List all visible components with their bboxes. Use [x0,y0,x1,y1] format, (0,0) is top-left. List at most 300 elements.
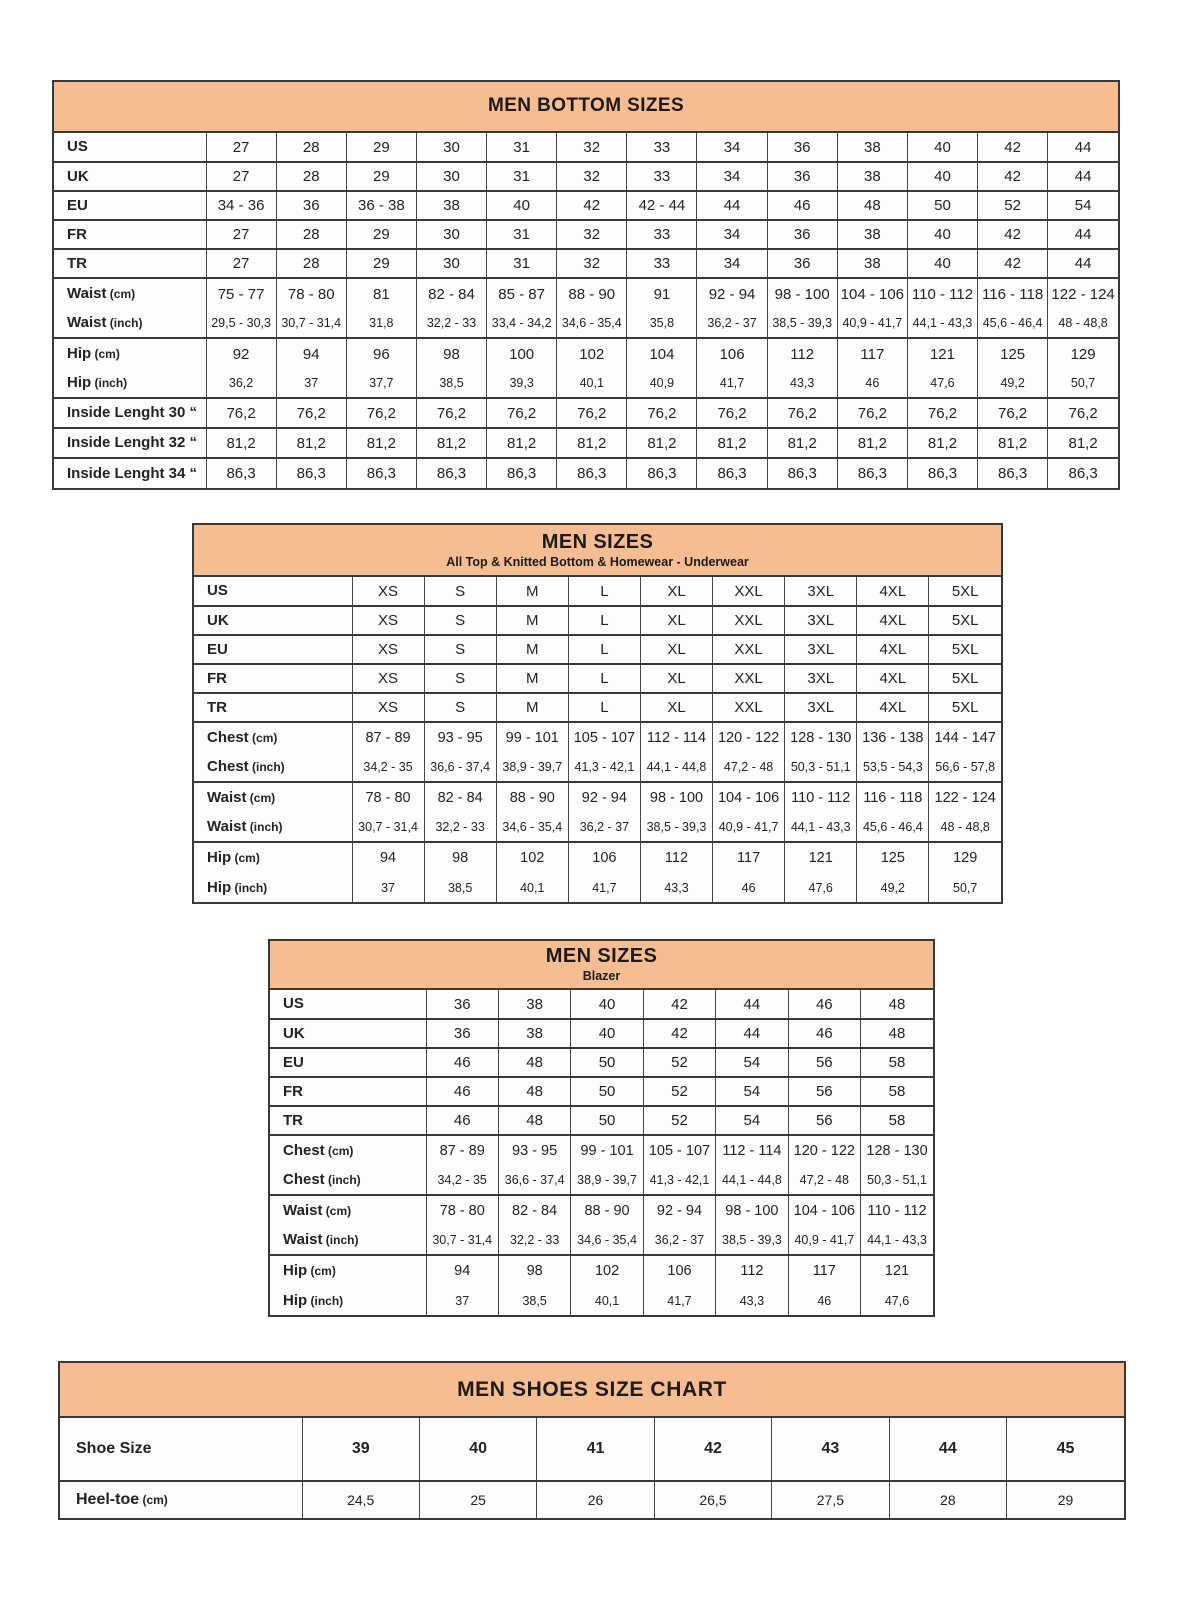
value-cell: 129 [1048,338,1118,369]
value-cell: 29 [346,249,416,278]
value-cell: 40 [487,191,557,220]
value-cell: 50 [907,191,977,220]
value-cell: 27 [206,249,276,278]
value-cell: XL [640,664,712,693]
value-cell: 56 [788,1077,860,1106]
value-cell: 36,2 [206,369,276,398]
value-cell: 38,5 - 39,3 [767,309,837,338]
row-label: Hip (inch) [67,374,128,391]
value-cell: 43,3 [716,1286,788,1315]
table-row [194,873,1001,902]
value-cell: 38 [837,220,907,249]
value-cell: 40,9 - 41,7 [788,1226,860,1255]
value-cell: 88 - 90 [496,782,568,813]
value-cell: XS [352,577,424,606]
value-cell: 43 [772,1418,889,1481]
value-cell: 47,6 [907,369,977,398]
row-label: Inside Lenght 34 “ [54,458,206,488]
row-label: US [283,995,304,1012]
value-cell: 92 - 94 [643,1195,715,1226]
value-cell: 87 - 89 [352,722,424,753]
value-cell: 86,3 [416,458,486,488]
size-grid [270,990,933,1315]
value-cell: 50 [571,1048,643,1077]
value-cell: 117 [713,842,785,873]
table-row [54,309,1118,338]
value-cell: 42 - 44 [627,191,697,220]
row-label: TR [270,1106,426,1135]
value-cell: 38 [498,1019,570,1048]
table-row [270,990,933,1019]
value-cell: 144 - 147 [929,722,1001,753]
value-cell: 41,7 [643,1286,715,1315]
value-cell: 76,2 [487,398,557,428]
value-cell: 56 [788,1048,860,1077]
value-cell: 112 [767,338,837,369]
value-cell: 104 - 106 [713,782,785,813]
value-cell: 5XL [929,606,1001,635]
value-cell: 44 [716,1019,788,1048]
value-cell: XL [640,606,712,635]
value-cell: S [424,635,496,664]
table-row [194,753,1001,782]
value-cell: 43,3 [640,873,712,902]
table-title: MEN SIZES [545,945,658,967]
value-cell: 30 [416,133,486,162]
value-cell: XXL [713,664,785,693]
value-cell: 47,2 - 48 [788,1166,860,1195]
value-cell: 82 - 84 [416,278,486,309]
value-cell: 75 - 77 [206,278,276,309]
table-row [54,191,1118,220]
value-cell: 38,5 [498,1286,570,1315]
value-cell: 78 - 80 [352,782,424,813]
value-cell: 100 [487,338,557,369]
value-cell: 81,2 [346,428,416,458]
value-cell: 40 [907,249,977,278]
value-cell: 86,3 [978,458,1048,488]
row-label: Waist (cm) [54,278,206,309]
value-cell: 125 [857,842,929,873]
value-cell: 34,6 - 35,4 [571,1226,643,1255]
value-cell: 78 - 80 [426,1195,498,1226]
value-cell: 36,6 - 37,4 [498,1166,570,1195]
value-cell: 38,5 - 39,3 [716,1226,788,1255]
row-label: Waist (cm) [194,782,352,813]
value-cell: 33 [627,133,697,162]
value-cell: 44 [716,990,788,1019]
value-cell: 4XL [857,635,929,664]
table-row [270,1226,933,1255]
value-cell: 47,6 [785,873,857,902]
value-cell: 121 [861,1255,933,1286]
value-cell: 44 [1048,162,1118,191]
value-cell: 46 [426,1106,498,1135]
value-cell: 110 - 112 [907,278,977,309]
value-cell: 28 [276,220,346,249]
table-row [60,1481,1124,1518]
value-cell: 3XL [785,635,857,664]
value-cell: XS [352,635,424,664]
value-cell: 5XL [929,577,1001,606]
table-title: MEN SHOES SIZE CHART [457,1377,727,1401]
row-label: Inside Lenght 32 “ [54,428,206,458]
row-label: EU [54,191,206,220]
value-cell: 38 [837,249,907,278]
value-cell: 85 - 87 [487,278,557,309]
value-cell: 38,9 - 39,7 [571,1166,643,1195]
value-cell: 44,1 - 43,3 [785,813,857,842]
value-cell: 4XL [857,577,929,606]
row-label: Hip (cm) [54,338,206,369]
value-cell: 81,2 [697,428,767,458]
value-cell: 46 [788,990,860,1019]
value-cell: 38 [498,990,570,1019]
value-cell: 93 - 95 [424,722,496,753]
value-cell: 41,7 [568,873,640,902]
value-cell: 110 - 112 [861,1195,933,1226]
value-cell: 42 [978,162,1048,191]
value-cell: 4XL [857,664,929,693]
value-cell: 36 [426,990,498,1019]
table-row [194,722,1001,753]
value-cell: 54 [716,1048,788,1077]
table-row [270,1255,933,1286]
value-cell: 53,5 - 54,3 [857,753,929,782]
table-title: MEN BOTTOM SIZES [487,95,685,117]
value-cell: 42 [643,1019,715,1048]
row-label: FR [54,220,206,249]
value-cell: 56,6 - 57,8 [929,753,1001,782]
value-cell: 86,3 [907,458,977,488]
value-cell: 31 [487,220,557,249]
value-cell: 3XL [785,606,857,635]
value-cell: 40,1 [557,369,627,398]
value-cell: 30,7 - 31,4 [352,813,424,842]
value-cell: 125 [978,338,1048,369]
value-cell: 43,3 [767,369,837,398]
value-cell: 58 [861,1106,933,1135]
row-label: Chest (inch) [283,1171,361,1188]
row-label: Chest (cm) [270,1135,426,1166]
value-cell: 49,2 [857,873,929,902]
value-cell: 40,1 [496,873,568,902]
value-cell: 29 [346,162,416,191]
value-cell: XXL [713,577,785,606]
value-cell: 27 [206,220,276,249]
table-row [54,398,1118,428]
value-cell: 31,8 [346,309,416,338]
value-cell: 46 [426,1048,498,1077]
value-cell: 38 [837,162,907,191]
value-cell: 5XL [929,635,1001,664]
value-cell: 76,2 [767,398,837,428]
value-cell: 54 [716,1106,788,1135]
value-cell: S [424,693,496,722]
value-cell: 30,7 - 31,4 [426,1226,498,1255]
value-cell: 34 [697,220,767,249]
value-cell: 76,2 [346,398,416,428]
men-shoes-size-chart-table [58,1361,1126,1520]
table-header [194,525,1001,577]
value-cell: 99 - 101 [571,1135,643,1166]
value-cell: 35,8 [627,309,697,338]
value-cell: 112 [716,1255,788,1286]
value-cell: 96 [346,338,416,369]
value-cell: 28 [889,1481,1006,1518]
value-cell: 36,2 - 37 [697,309,767,338]
value-cell: 30 [416,249,486,278]
row-label: Waist (inch) [207,818,283,835]
value-cell: 112 - 114 [716,1135,788,1166]
value-cell: 106 [697,338,767,369]
value-cell: 37,7 [346,369,416,398]
value-cell: 38,9 - 39,7 [496,753,568,782]
value-cell: 81,2 [206,428,276,458]
value-cell: 76,2 [978,398,1048,428]
value-cell: XL [640,577,712,606]
table-row [54,133,1118,162]
row-label: Hip (cm) [194,842,352,873]
value-cell: 40 [907,220,977,249]
value-cell: 32,2 - 33 [424,813,496,842]
value-cell: 76,2 [557,398,627,428]
row-label: Waist (cm) [270,1195,426,1226]
value-cell: 78 - 80 [276,278,346,309]
value-cell: 76,2 [697,398,767,428]
value-cell: 45,6 - 46,4 [978,309,1048,338]
value-cell: 27,5 [772,1481,889,1518]
value-cell: 36 [767,220,837,249]
value-cell: 87 - 89 [426,1135,498,1166]
value-cell: 106 [568,842,640,873]
row-label: Chest (inch) [207,758,285,775]
value-cell: 86,3 [837,458,907,488]
value-cell: 112 - 114 [640,722,712,753]
value-cell: 76,2 [276,398,346,428]
value-cell: 27 [206,162,276,191]
value-cell: 41 [537,1418,654,1481]
value-cell: 40,1 [571,1286,643,1315]
value-cell: 32 [557,133,627,162]
value-cell: 110 - 112 [785,782,857,813]
value-cell: 46 [767,191,837,220]
value-cell: 86,3 [557,458,627,488]
value-cell: 98 [498,1255,570,1286]
value-cell: 81,2 [837,428,907,458]
value-cell: 38,5 [416,369,486,398]
value-cell: L [568,664,640,693]
value-cell: 42 [643,990,715,1019]
table-row [270,1166,933,1195]
value-cell: 41,7 [697,369,767,398]
value-cell: 36 [276,191,346,220]
men-sizes-blazer-table [268,939,935,1317]
table-subtitle: Blazer [582,969,621,983]
value-cell: 50,7 [929,873,1001,902]
value-cell: 36,2 - 37 [568,813,640,842]
value-cell: 41,3 - 42,1 [643,1166,715,1195]
value-cell: 38,5 - 39,3 [640,813,712,842]
row-label: Chest (cm) [194,722,352,753]
value-cell: 40 [907,133,977,162]
value-cell: 48 [498,1077,570,1106]
table-row [270,1286,933,1315]
value-cell: 36,2 - 37 [643,1226,715,1255]
value-cell: 37 [352,873,424,902]
value-cell: 86,3 [767,458,837,488]
row-label: Hip (cm) [270,1255,426,1286]
value-cell: XXL [713,693,785,722]
value-cell: 46 [713,873,785,902]
value-cell: 112 [640,842,712,873]
value-cell: 42 [978,249,1048,278]
table-row [194,635,1001,664]
value-cell: 33 [627,220,697,249]
row-label: FR [194,664,352,693]
value-cell: 46 [788,1019,860,1048]
table-row [54,220,1118,249]
value-cell: 81,2 [276,428,346,458]
value-cell: 117 [788,1255,860,1286]
table-row [194,842,1001,873]
value-cell: 26,5 [654,1481,771,1518]
value-cell: 81,2 [907,428,977,458]
value-cell: 5XL [929,664,1001,693]
value-cell: 93 - 95 [498,1135,570,1166]
value-cell: 44 [889,1418,1006,1481]
value-cell: 98 - 100 [716,1195,788,1226]
value-cell: 39 [302,1418,419,1481]
table-row [54,162,1118,191]
table-row [270,1077,933,1106]
value-cell: 105 - 107 [568,722,640,753]
value-cell: 98 [424,842,496,873]
value-cell: 40,9 [627,369,697,398]
row-label: Shoe Size [76,1440,152,1457]
value-cell: 31 [487,249,557,278]
value-cell: 58 [861,1048,933,1077]
value-cell: 98 - 100 [767,278,837,309]
row-label: FR [270,1077,426,1106]
value-cell: 44,1 - 43,3 [907,309,977,338]
table-row [194,664,1001,693]
value-cell: 122 - 124 [929,782,1001,813]
value-cell: 98 [416,338,486,369]
value-cell: 38 [837,133,907,162]
value-cell: 40 [571,990,643,1019]
value-cell: 105 - 107 [643,1135,715,1166]
value-cell: 40 [907,162,977,191]
value-cell: 86,3 [276,458,346,488]
value-cell: 38,5 [424,873,496,902]
row-label: Waist (inch) [283,1231,359,1248]
value-cell: XS [352,606,424,635]
row-label: Waist (inch) [67,314,143,331]
value-cell: 76,2 [1048,398,1118,428]
men-bottom-sizes-table [52,80,1120,490]
value-cell: 104 [627,338,697,369]
value-cell: 5XL [929,693,1001,722]
value-cell: 76,2 [416,398,486,428]
value-cell: 29,5 - 30,3 [206,309,276,338]
value-cell: 50 [571,1077,643,1106]
value-cell: 76,2 [907,398,977,428]
table-row [60,1418,1124,1481]
value-cell: 40,9 - 41,7 [713,813,785,842]
value-cell: 34 - 36 [206,191,276,220]
value-cell: 102 [496,842,568,873]
value-cell: 44,1 - 43,3 [861,1226,933,1255]
value-cell: 129 [929,842,1001,873]
value-cell: 122 - 124 [1048,278,1118,309]
table-row [270,1135,933,1166]
value-cell: 116 - 118 [978,278,1048,309]
value-cell: 38 [416,191,486,220]
value-cell: 99 - 101 [496,722,568,753]
value-cell: 48 - 48,8 [1048,309,1118,338]
value-cell: 120 - 122 [788,1135,860,1166]
value-cell: 136 - 138 [857,722,929,753]
value-cell: 25 [419,1481,536,1518]
value-cell: 86,3 [487,458,557,488]
value-cell: S [424,606,496,635]
value-cell: 128 - 130 [861,1135,933,1166]
value-cell: 28 [276,133,346,162]
value-cell: 36 [767,249,837,278]
value-cell: 50 [571,1106,643,1135]
value-cell: 116 - 118 [857,782,929,813]
value-cell: 36 [767,162,837,191]
value-cell: 31 [487,162,557,191]
value-cell: M [496,693,568,722]
value-cell: 39,3 [487,369,557,398]
row-label: UK [194,606,352,635]
value-cell: 46 [426,1077,498,1106]
value-cell: 30,7 - 31,4 [276,309,346,338]
value-cell: 29 [1007,1481,1124,1518]
value-cell: L [568,577,640,606]
value-cell: 42 [654,1418,771,1481]
table-row [54,249,1118,278]
value-cell: 33 [627,162,697,191]
value-cell: 52 [978,191,1048,220]
value-cell: 50,7 [1048,369,1118,398]
table-row [270,1019,933,1048]
table-row [194,606,1001,635]
value-cell: M [496,635,568,664]
value-cell: 86,3 [206,458,276,488]
value-cell: 54 [716,1077,788,1106]
table-row [194,577,1001,606]
value-cell: 81,2 [557,428,627,458]
value-cell: XS [352,693,424,722]
value-cell: M [496,664,568,693]
value-cell: 48 [498,1106,570,1135]
value-cell: L [568,693,640,722]
row-label: Hip (inch) [207,878,268,896]
value-cell: 86,3 [1048,458,1118,488]
value-cell: 102 [557,338,627,369]
value-cell: 91 [627,278,697,309]
value-cell: 82 - 84 [498,1195,570,1226]
value-cell: L [568,635,640,664]
value-cell: 98 - 100 [640,782,712,813]
value-cell: 42 [978,220,1048,249]
row-label: US [207,582,228,599]
value-cell: 32 [557,249,627,278]
value-cell: 94 [352,842,424,873]
